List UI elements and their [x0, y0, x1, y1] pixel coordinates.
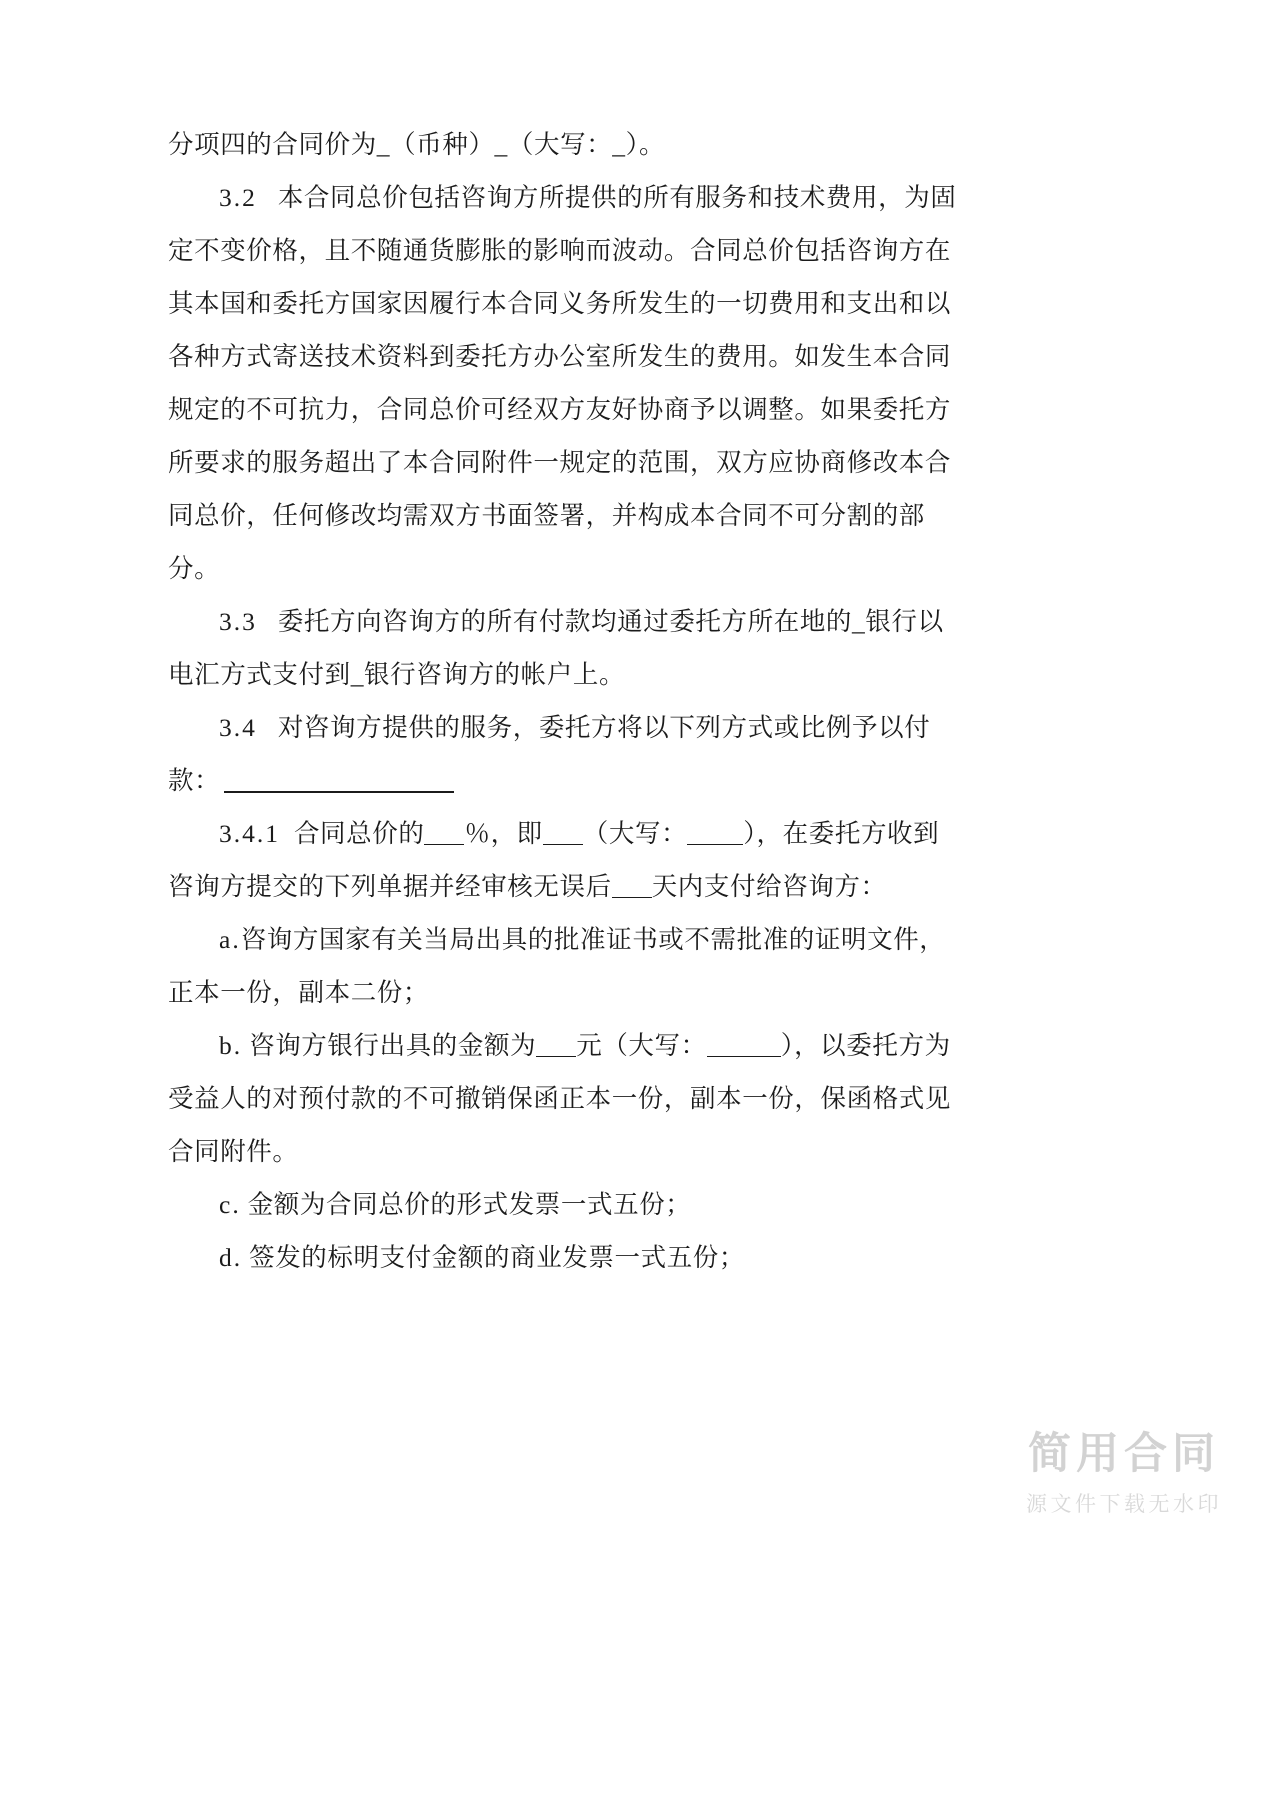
list-item-d-text: 签发的标明支付金额的商业发票一式五份；	[249, 1243, 746, 1272]
list-item-d	[168, 1231, 958, 1284]
paragraph-opening-line	[168, 118, 958, 171]
paragraph-3-2-number: 3.2	[219, 183, 257, 212]
amount-blank	[543, 844, 583, 845]
paragraph-3-4-1-number: 3.4.1	[219, 819, 280, 848]
guarantee-amount-words-blank	[707, 1056, 781, 1057]
paragraph-3-2	[168, 171, 958, 595]
paragraph-3-4-1-seg-2: ％，即	[464, 819, 543, 848]
list-item-a-text: 咨询方国家有关当局出具的批准证书或不需批准的证明文件，正本一份，副本二份；	[168, 925, 946, 1007]
paragraph-3-4-number: 3.4	[219, 713, 257, 742]
list-item-a	[168, 913, 958, 1019]
paragraph-3-4-1-seg-1: 合同总价的	[293, 819, 425, 848]
amount-in-words-blank	[687, 844, 743, 845]
paragraph-3-3-text: 委托方向咨询方的所有付款均通过委托方所在地的_银行以电汇方式支付到_银行咨询方的帐户上。	[168, 607, 944, 689]
list-item-b-seg-2: 元（大写：	[576, 1031, 707, 1060]
paragraph-3-4-1-seg-4: ），在委托方收到咨询方提交的下列单据并经审核无误后	[168, 819, 940, 901]
watermark-main-text: 简用合同	[1028, 1430, 1220, 1479]
list-item-c-text: 金额为合同总价的形式发票一式五份；	[247, 1190, 692, 1219]
watermark-sub-text: 源文件下载无水印	[1026, 1493, 1222, 1516]
paragraph-3-4-1-seg-3: （大写：	[582, 819, 688, 848]
days-blank	[612, 897, 652, 898]
paragraph-3-4-1-seg-5: 天内支付给咨询方：	[651, 872, 887, 901]
list-item-c-marker: c.	[219, 1190, 241, 1219]
list-item-c	[168, 1178, 958, 1231]
paragraph-3-3	[168, 595, 958, 701]
guarantee-amount-blank	[536, 1056, 576, 1057]
document-body	[168, 118, 958, 1284]
paragraph-3-4-1	[168, 807, 958, 913]
payment-method-blank	[224, 791, 454, 793]
list-item-b-seg-1: 咨询方银行出具的金额为	[249, 1031, 537, 1060]
list-item-b-seg-3: ），以委托方为受益人的对预付款的不可撤销保函正本一份，副本一份，保函格式见合同附件。	[168, 1031, 952, 1166]
opening-line-text: 分项四的合同价为_（币种）_（大写：_）。	[168, 130, 666, 159]
list-item-d-marker: d.	[219, 1243, 243, 1272]
list-item-b-marker: b.	[219, 1031, 243, 1060]
paragraph-3-2-text: 本合同总价包括咨询方所提供的所有服务和技术费用，为固定不变价格，且不随通货膨胀的影响而波动。合同总价包括咨询方在其本国和委托方国家因履行本合同义务所发生的一切费用和支出和以各种方式寄送技术资料到委托方办公室所发生的费用。如发生本合同规定的不可抗力，合同总价可经双方友好协商予以调整。如果委托方所要求的服务超出了本合同附件一规定的范围，双方应协商修改本合同总价，任何修改均需双方书面签署，并构成本合同不可分割的部分。	[168, 183, 957, 583]
paragraph-3-3-number: 3.3	[219, 607, 257, 636]
watermark	[1026, 1428, 1222, 1518]
list-item-a-marker: a.	[219, 925, 241, 954]
percentage-blank	[424, 844, 464, 845]
paragraph-3-4	[168, 701, 958, 807]
paragraph-3-4-text: 对咨询方提供的服务，委托方将以下列方式或比例予以付款：	[168, 713, 931, 795]
list-item-b	[168, 1019, 958, 1178]
